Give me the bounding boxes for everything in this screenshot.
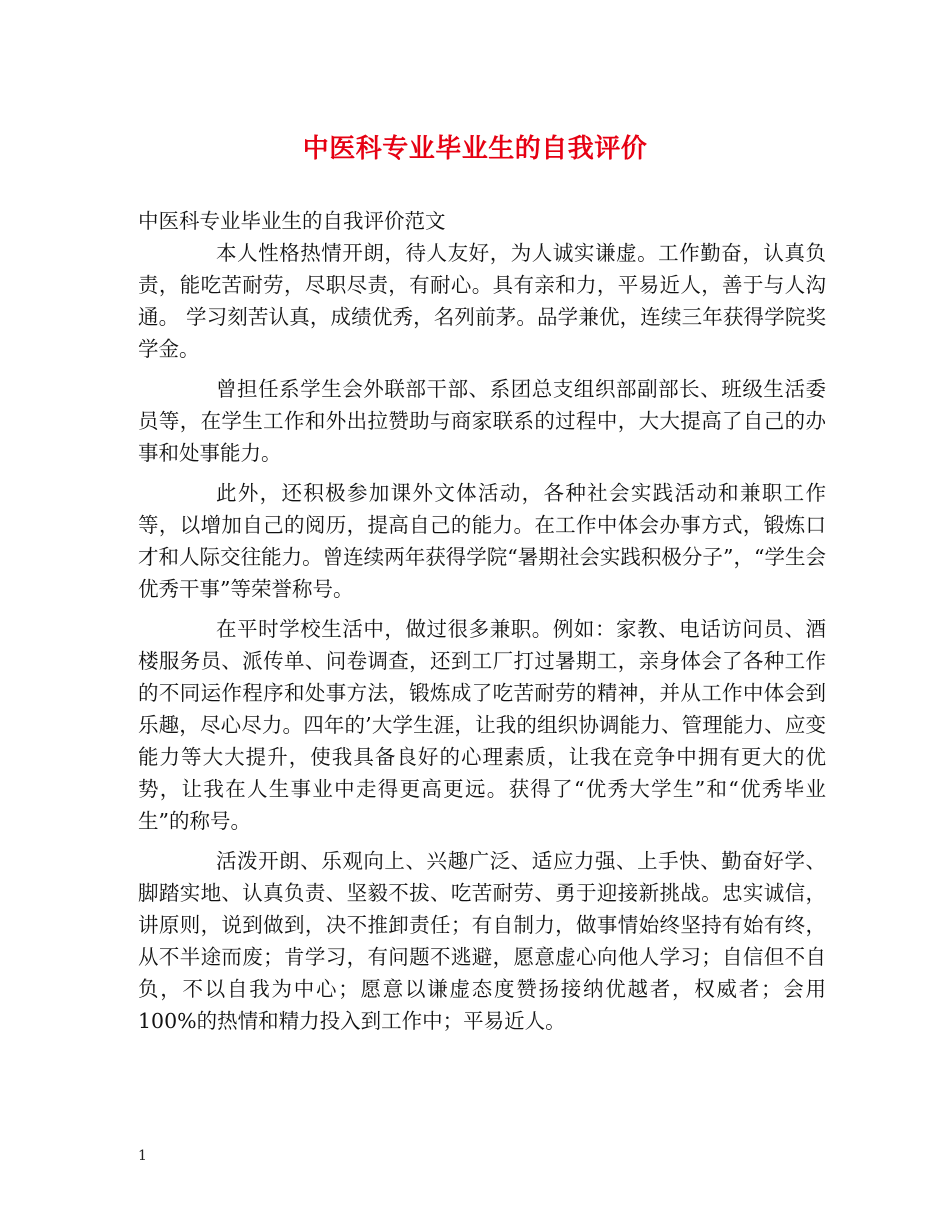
document-title: 中医科专业毕业生的自我评价: [302, 134, 648, 164]
paragraph-3: 此外，还积极参加课外文体活动，各种社会实践活动和兼职工作等，以增加自己的阅历，提高自己的能力。在工作中体会办事方式，锻炼口才和人际交往能力。曾连续两年获得学院“暑期社会实践积极分子”，“学生会优秀干事”等荣誉称号。: [138, 481, 826, 601]
paragraph-2: 曾担任系学生会外联部干部、系团总支组织部副部长、班级生活委员等，在学生工作和外出拉赞助与商家联系的过程中，大大提高了自己的办事和处事能力。: [138, 377, 826, 465]
paragraph-5: 活泼开朗、乐观向上、兴趣广泛、适应力强、上手快、勤奋好学、脚踏实地、认真负责、坚毅不拔、吃苦耐劳、勇于迎接新挑战。忠实诚信，讲原则，说到做到，决不推卸责任；有自制力，做事情始终坚持有始有终，从不半途而废；肯学习，有问题不逃避，愿意虚心向他人学习；自信但不自负，不以自我为中心；愿意以谦虚态度赞扬接纳优越者，权威者；会用100%的热情和精力投入到工作中；平易近人。: [138, 849, 826, 1033]
paragraph-4: 在平时学校生活中，做过很多兼职。例如：家教、电话访问员、酒楼服务员、派传单、问卷调查，还到工厂打过暑期工，亲身体会了各种工作的不同运作程序和处事方法，锻炼成了吃苦耐劳的精神，并从工作中体会到乐趣，尽心尽力。四年的’大学生涯，让我的组织协调能力、管理能力、应变能力等大大提升，使我具备良好的心理素质，让我在竞争中拥有更大的优势，让我在人生事业中走得更高更远。获得了“优秀大学生”和“优秀毕业生”的称号。: [138, 617, 826, 833]
paragraph-1: 本人性格热情开朗，待人友好，为人诚实谦虚。工作勤奋，认真负责，能吃苦耐劳，尽职尽责，有耐心。具有亲和力，平易近人，善于与人沟通。 学习刻苦认真，成绩优秀，名列前茅。品学兼优，连续三年获得学院奖学金。: [138, 241, 826, 361]
page-number: 1: [138, 1148, 147, 1164]
document-body: [138, 205, 826, 1045]
document-subtitle: 中医科专业毕业生的自我评价范文: [138, 209, 446, 233]
